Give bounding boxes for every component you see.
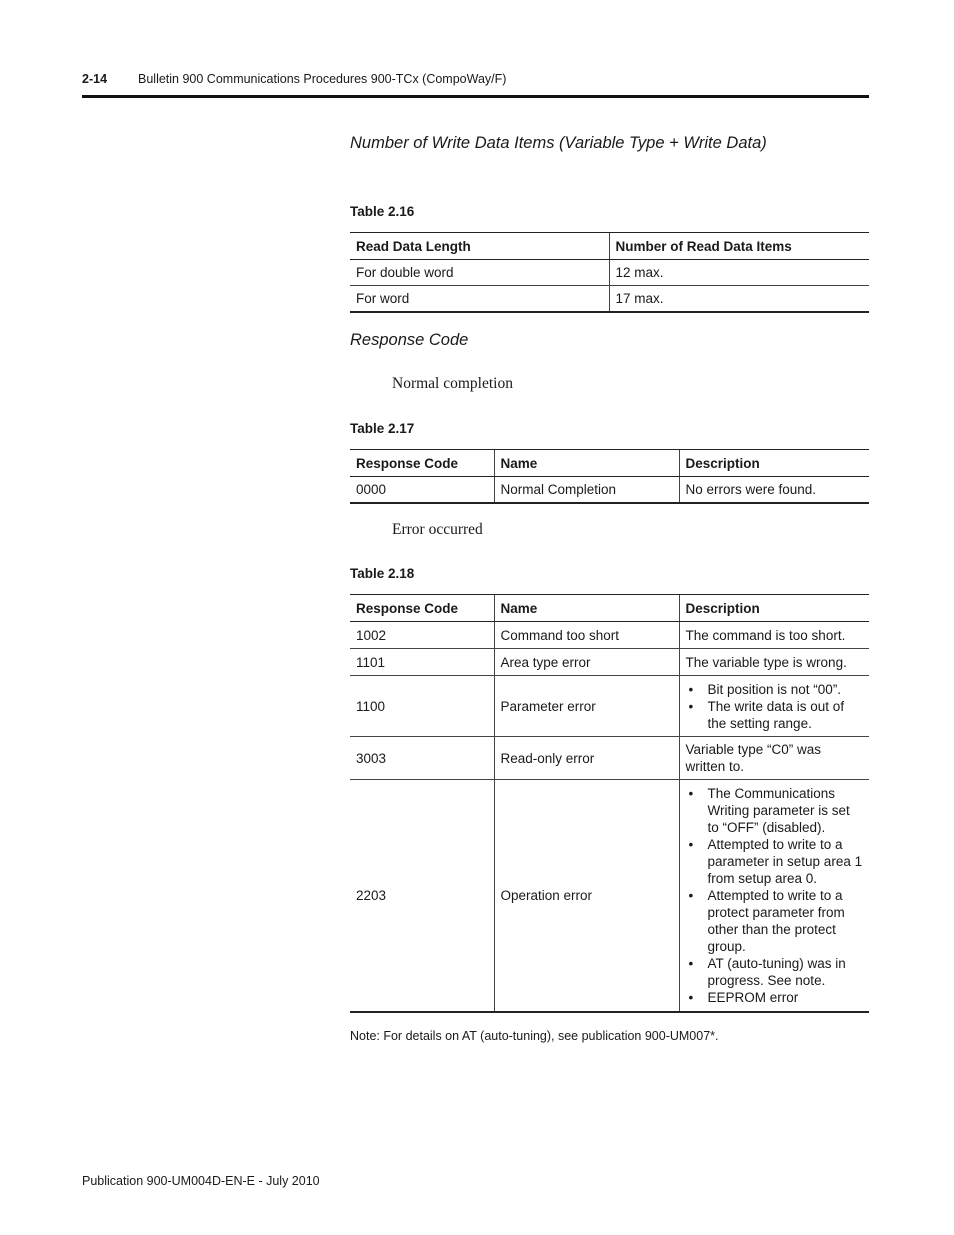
table-cell: 1002 [350, 622, 494, 649]
error-occurred-text: Error occurred [392, 521, 483, 538]
normal-completion-text: Normal completion [392, 375, 513, 392]
table-row [350, 780, 869, 1012]
table-2-18-caption: Table 2.18 [350, 566, 415, 581]
table-cell [679, 780, 869, 1012]
table-row [350, 737, 869, 780]
page-number: 2-14 [82, 72, 108, 86]
table-2-18 [350, 594, 869, 1013]
table-row [350, 649, 869, 676]
list-item: • Attempted to write to a parameter in setup area 1 from setup area 0. [686, 836, 864, 887]
table-cell: 2203 [350, 780, 494, 1012]
header-rule [82, 95, 869, 98]
column-header: Description [679, 595, 869, 622]
list-item: • The Communications Writing parameter is set to “OFF” (disabled). [686, 785, 864, 836]
table-cell: For word [350, 286, 609, 312]
column-header: Response Code [350, 595, 494, 622]
running-title: Bulletin 900 Communications Procedures 900-TCx (CompoWay/F) [138, 72, 507, 86]
table-row [350, 622, 869, 649]
running-header [82, 72, 506, 86]
list-item: • Attempted to write to a protect parameter from other than the protect group. [686, 887, 864, 955]
table-row [350, 286, 869, 312]
column-header: Number of Read Data Items [609, 233, 869, 260]
list-item: • Bit position is not “00”. [686, 681, 864, 698]
table-cell: 0000 [350, 477, 494, 503]
table-row [350, 477, 869, 503]
table-cell: 1100 [350, 676, 494, 737]
table-2-17 [350, 449, 869, 504]
table-cell [679, 676, 869, 737]
table-cell: Parameter error [494, 676, 679, 737]
list-item: • AT (auto-tuning) was in progress. See note. [686, 955, 864, 989]
table-cell: No errors were found. [679, 477, 869, 503]
table-cell: Operation error [494, 780, 679, 1012]
table-row [350, 676, 869, 737]
table-cell: Read-only error [494, 737, 679, 780]
section-title-response-code: Response Code [350, 331, 469, 349]
table-2-16 [350, 232, 869, 313]
table-cell: 1101 [350, 649, 494, 676]
page-footer: Publication 900-UM004D-EN-E - July 2010 [82, 1174, 320, 1188]
column-header: Name [494, 595, 679, 622]
column-header: Read Data Length [350, 233, 609, 260]
table-cell: 12 max. [609, 260, 869, 286]
table-cell: 3003 [350, 737, 494, 780]
table-cell: The command is too short. [679, 622, 869, 649]
section-title-write-data-items: Number of Write Data Items (Variable Type + Write Data) [350, 134, 767, 152]
table-note: Note: For details on AT (auto-tuning), see publication 900-UM007*. [350, 1029, 719, 1043]
table-cell: Variable type “C0” was written to. [679, 737, 869, 780]
column-header: Response Code [350, 450, 494, 477]
table-cell: Command too short [494, 622, 679, 649]
table-cell: Area type error [494, 649, 679, 676]
bullet-list [686, 785, 864, 1006]
column-header: Name [494, 450, 679, 477]
column-header: Description [679, 450, 869, 477]
table-2-17-caption: Table 2.17 [350, 421, 415, 436]
table-cell: Normal Completion [494, 477, 679, 503]
table-2-16-caption: Table 2.16 [350, 204, 415, 219]
table-cell: The variable type is wrong. [679, 649, 869, 676]
table-cell: For double word [350, 260, 609, 286]
list-item: • EEPROM error [686, 989, 864, 1006]
table-cell: 17 max. [609, 286, 869, 312]
bullet-list [686, 681, 864, 732]
list-item: • The write data is out of the setting range. [686, 698, 864, 732]
table-row [350, 260, 869, 286]
